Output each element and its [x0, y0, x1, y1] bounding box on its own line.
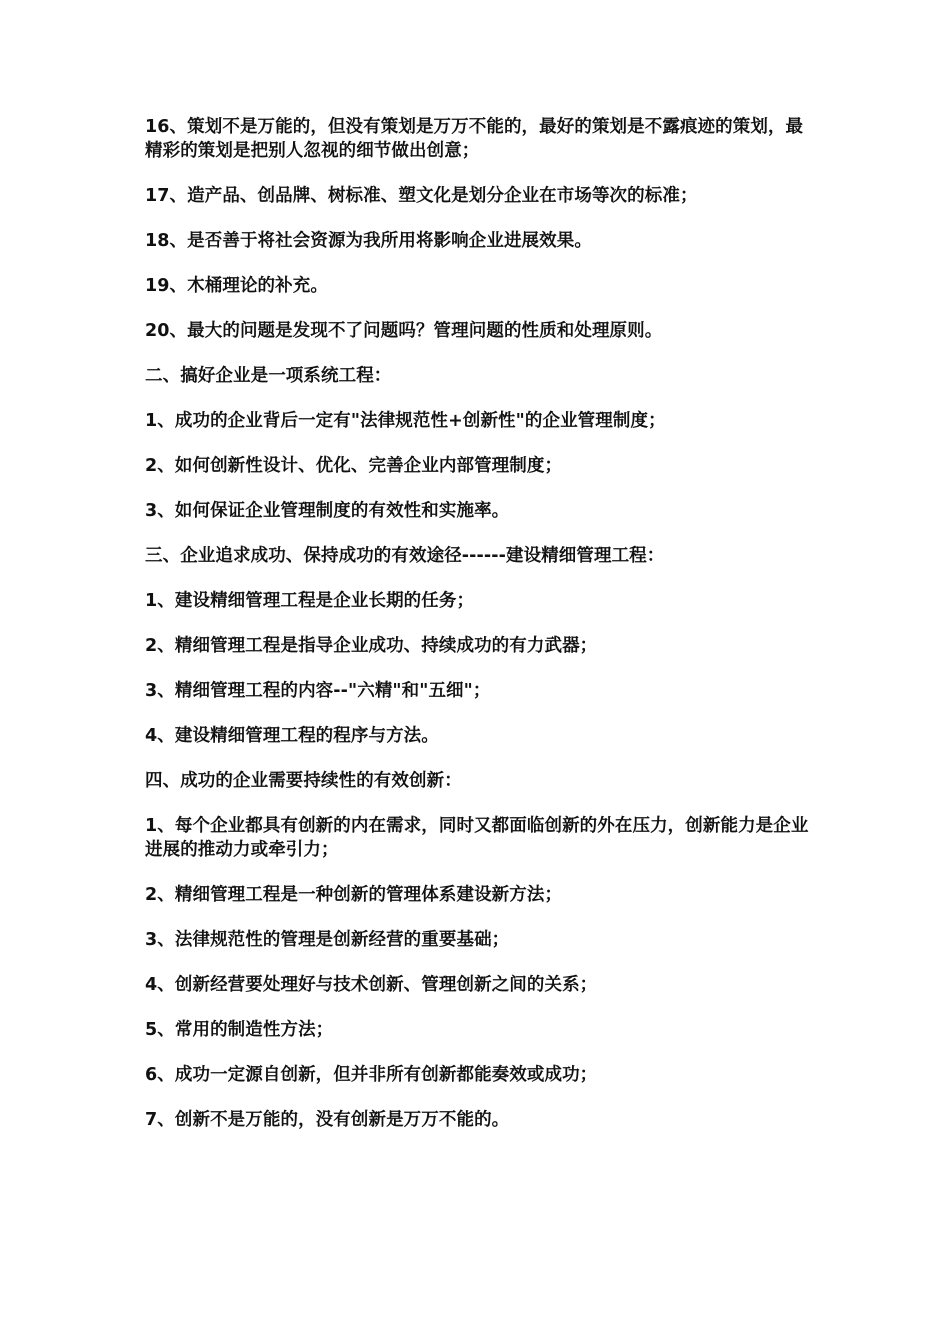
paragraph: 5、常用的制造性方法； — [145, 1020, 334, 1040]
paragraph: 20、最大的问题是发现不了问题吗？管理问题的性质和处理原则。 — [145, 321, 663, 341]
section-heading: 二、搞好企业是一项系统工程： — [145, 366, 392, 386]
paragraph: 18、是否善于将社会资源为我所用将影响企业进展效果。 — [145, 231, 592, 251]
paragraph: 3、精细管理工程的内容--"六精"和"五细"； — [145, 681, 491, 701]
paragraph: 19、木桶理论的补充。 — [145, 276, 328, 296]
paragraph: 2、精细管理工程是指导企业成功、持续成功的有力武器； — [145, 636, 598, 656]
paragraph: 4、创新经营要处理好与技术创新、管理创新之间的关系； — [145, 975, 598, 995]
section-heading: 四、成功的企业需要持续性的有效创新： — [145, 771, 462, 791]
section-heading: 三、企业追求成功、保持成功的有效途径------建设精细管理工程： — [145, 546, 665, 566]
paragraph: 3、如何保证企业管理制度的有效性和实施率。 — [145, 501, 510, 521]
paragraph: 7、创新不是万能的，没有创新是万万不能的。 — [145, 1110, 510, 1130]
paragraph: 2、精细管理工程是一种创新的管理体系建设新方法； — [145, 885, 563, 905]
paragraph: 2、如何创新性设计、优化、完善企业内部管理制度； — [145, 456, 563, 476]
document-body — [145, 115, 815, 1153]
paragraph: 6、成功一定源自创新，但并非所有创新都能奏效或成功； — [145, 1065, 598, 1085]
paragraph: 4、建设精细管理工程的程序与方法。 — [145, 726, 439, 746]
paragraph: 16、策划不是万能的，但没有策划是万万不能的，最好的策划是不露痕迹的策划，最精彩的策划是把别人忽视的细节做出创意； — [145, 117, 804, 161]
paragraph: 1、建设精细管理工程是企业长期的任务； — [145, 591, 475, 611]
paragraph: 1、每个企业都具有创新的内在需求，同时又都面临创新的外在压力，创新能力是企业进展的推动力或牵引力； — [145, 816, 809, 860]
paragraph: 17、造产品、创品牌、树标准、塑文化是划分企业在市场等次的标准； — [145, 186, 698, 206]
paragraph: 3、法律规范性的管理是创新经营的重要基础； — [145, 930, 510, 950]
paragraph: 1、成功的企业背后一定有"法律规范性+创新性"的企业管理制度； — [145, 411, 666, 431]
